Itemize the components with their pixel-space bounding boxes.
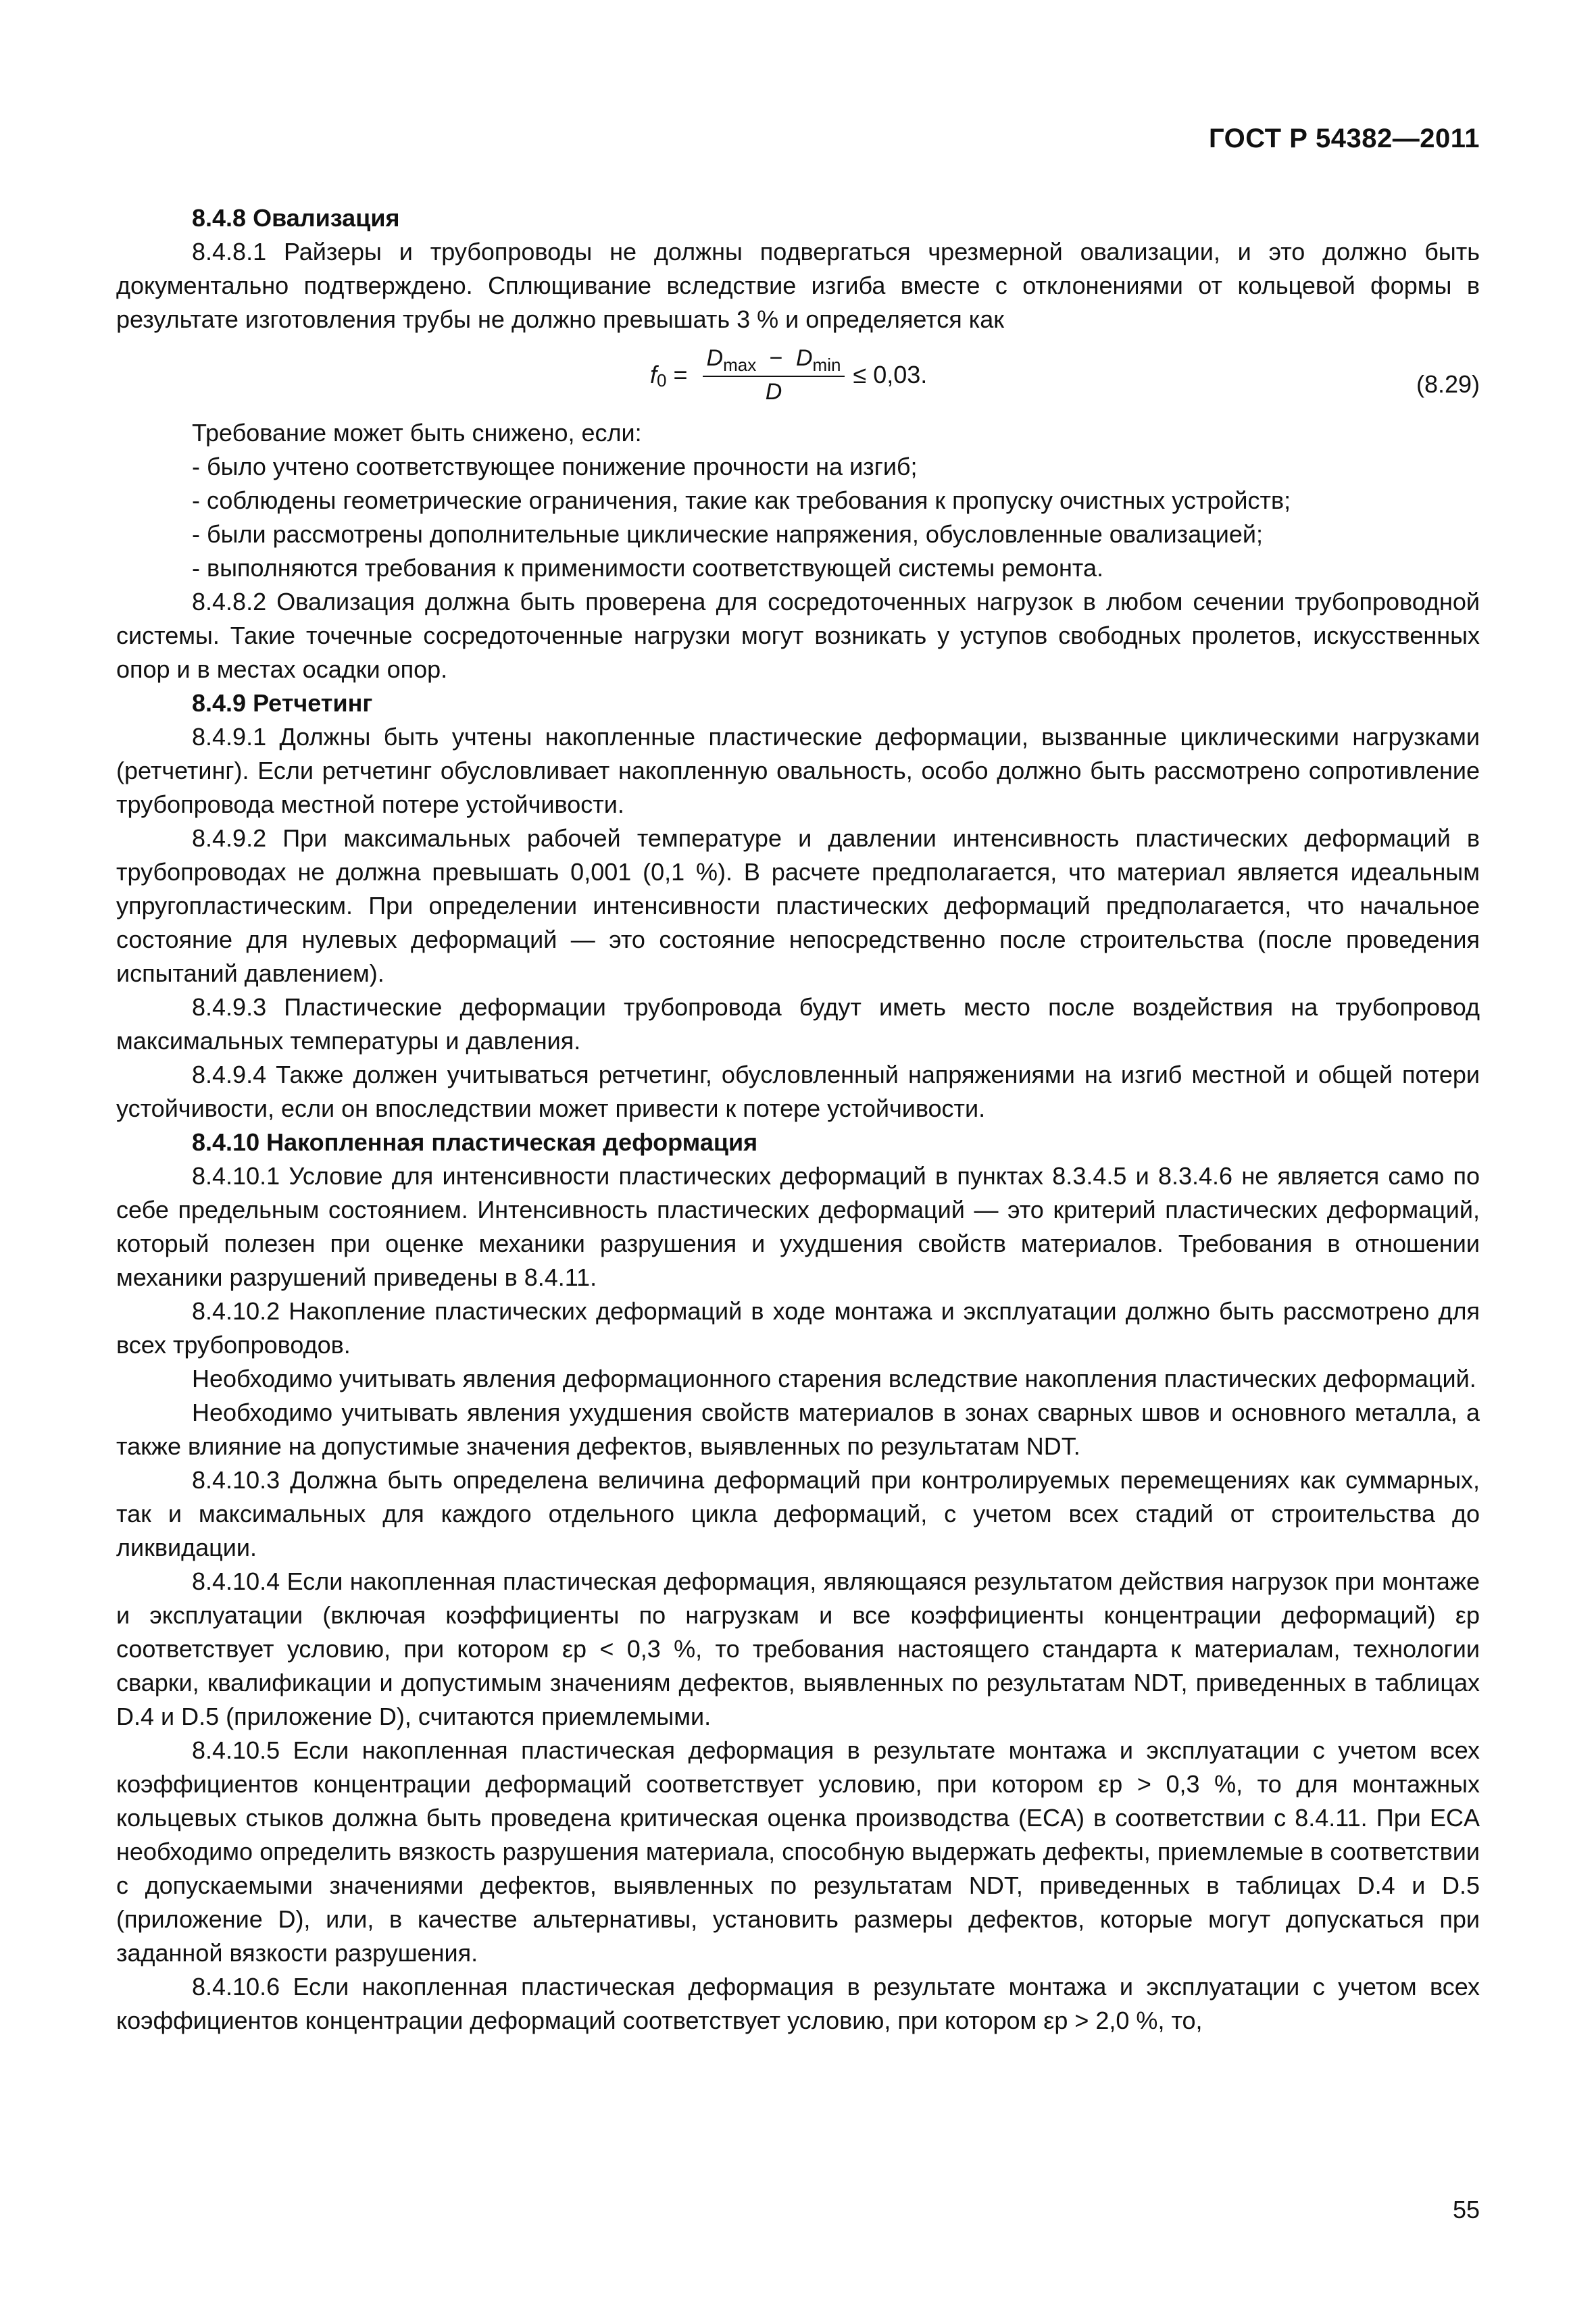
paragraph: 8.4.10.6 Если накопленная пластическая деформация в результате монтажа и эксплуатации с учетом всех коэффициентов концентрации деформаций соответствует условию, при котором εp > 2,0 %, то, bbox=[116, 1973, 1480, 2034]
document-id: ГОСТ Р 54382—2011 bbox=[1209, 124, 1480, 153]
fraction-denominator: D bbox=[765, 379, 782, 405]
paragraph: Необходимо учитывать явления деформационного старения вследствие накопления пластических деформаций. bbox=[192, 1365, 1476, 1392]
paragraph: Необходимо учитывать явления ухудшения свойств материалов в зонах сварных швов и основного металла, а также влияние на допустимые значения дефектов, выявленных по результатам NDT. bbox=[116, 1399, 1480, 1460]
formula-8-29 bbox=[116, 339, 1480, 412]
paragraph: - соблюдены геометрические ограничения, такие как требования к пропуску очистных устройств; bbox=[192, 486, 1291, 514]
part-before-formula bbox=[116, 201, 1480, 336]
paragraph: 8.4.10.1 Условие для интенсивности пластических деформаций в пунктах 8.3.4.5 и 8.3.4.6 не является само по себе предельным состоянием. Интенсивность пластических деформаций — это критерий пластических деформаций, который полезен при оценке механики разрушения и ухудшения свойств материалов. Требования в отношении механики разрушений приведены в 8.4.11. bbox=[116, 1162, 1480, 1291]
section-heading: 8.4.10 Накопленная пластическая деформация bbox=[192, 1128, 758, 1156]
paragraph: 8.4.10.3 Должна быть определена величина деформаций при контролируемых перемещениях как суммарных, так и максимальных для каждого отдельного цикла деформаций, с учетом всех стадий от строительства до ликвидации. bbox=[116, 1466, 1480, 1561]
paragraph: - было учтено соответствующее понижение прочности на изгиб; bbox=[192, 453, 918, 480]
body-text bbox=[116, 201, 1480, 2038]
formula-lhs-subscript: 0 bbox=[657, 370, 667, 391]
section-heading: 8.4.8 Овализация bbox=[192, 204, 400, 232]
paragraph: 8.4.9.3 Пластические деформации трубопровода будут иметь место после воздействия на трубопровод максимальных температуры и давления. bbox=[116, 993, 1480, 1055]
paragraph: Требование может быть снижено, если: bbox=[192, 419, 642, 447]
paragraph: 8.4.10.4 Если накопленная пластическая деформация, являющаяся результатом действия нагрузок при монтаже и эксплуатации (включая коэффициенты по нагрузкам и все коэффициенты концентрации деформаций) εp соответствует условию, при котором εp < 0,3 %, то требования настоящего стандарта к материалам, технологии сварки, квалификации и допустимым значениям дефектов, выявленных по результатам NDT, приведенных в таблицах D.4 и D.5 (приложение D), считаются приемлемыми. bbox=[116, 1567, 1480, 1730]
formula-expression bbox=[650, 345, 927, 405]
fraction-numerator: $D_{max} - D_{min}$ bbox=[703, 345, 845, 377]
formula-relation: ≤ 0,03. bbox=[853, 361, 928, 388]
part-after-formula bbox=[116, 416, 1480, 2038]
paragraph: 8.4.8.2 Овализация должна быть проверена для сосредоточенных нагрузок в любом сечении трубопроводной системы. Такие точечные сосредоточенные нагрузки могут возникать у уступов свободных пролетов, искусственных опор и в местах осадки опор. bbox=[116, 588, 1480, 683]
section-heading: 8.4.9 Ретчетинг bbox=[192, 689, 373, 717]
paragraph: 8.4.9.1 Должны быть учтены накопленные пластические деформации, вызванные циклическими нагрузками (ретчетинг). Если ретчетинг обусловливает накопленную овальность, особо должно быть рассмотрено сопротивление трубопровода местной потере устойчивости. bbox=[116, 723, 1480, 818]
paragraph: - были рассмотрены дополнительные циклические напряжения, обусловленные овализацией; bbox=[192, 520, 1264, 548]
paragraph: 8.4.9.4 Также должен учитываться ретчетинг, обусловленный напряжениями на изгиб местной и общей потери устойчивости, если он впоследствии может привести к потере устойчивости. bbox=[116, 1061, 1480, 1122]
equals-sign: = bbox=[673, 361, 688, 388]
paragraph: - выполняются требования к применимости соответствующей системы ремонта. bbox=[192, 554, 1103, 582]
formula-lhs: f bbox=[650, 361, 657, 388]
page-number: 55 bbox=[1452, 2196, 1480, 2223]
fraction bbox=[703, 345, 845, 405]
paragraph: 8.4.8.1 Райзеры и трубопроводы не должны подвергаться чрезмерной овализации, и это должно быть документально подтверждено. Сплющивание вследствие изгиба вместе с отклонениями от кольцевой формы в результате изготовления трубы не должно превышать 3 % и определяется как bbox=[116, 238, 1480, 333]
formula-number: (8.29) bbox=[1416, 370, 1480, 398]
paragraph: 8.4.10.5 Если накопленная пластическая деформация в результате монтажа и эксплуатации с учетом всех коэффициентов концентрации деформаций соответствует условию, при котором εp > 0,3 %, то для монтажных кольцевых стыков должна быть проведена критическая оценка производства (ECA) в соответствии с 8.4.11. При ECA необходимо определить вязкость разрушения материала, способную выдержать дефекты, приемлемые в соответствии с допускаемыми значениями дефектов, выявленных по результатам NDT, приведенных в таблицах D.4 и D.5 (приложение D), или, в качестве альтернативы, установить размеры дефектов, которые могут допускаться при заданной вязкости разрушения. bbox=[116, 1736, 1480, 1967]
paragraph: 8.4.10.2 Накопление пластических деформаций в ходе монтажа и эксплуатации должно быть рассмотрено для всех трубопроводов. bbox=[116, 1297, 1480, 1359]
paragraph: 8.4.9.2 При максимальных рабочей температуре и давлении интенсивность пластических деформаций в трубопроводах не должна превышать 0,001 (0,1 %). В расчете предполагается, что материал является идеальным упругопластическим. При определении интенсивности пластических деформаций предполагается, что начальное состояние для нулевых деформаций — это состояние непосредственно после строительства (после проведения испытаний давлением). bbox=[116, 824, 1480, 987]
